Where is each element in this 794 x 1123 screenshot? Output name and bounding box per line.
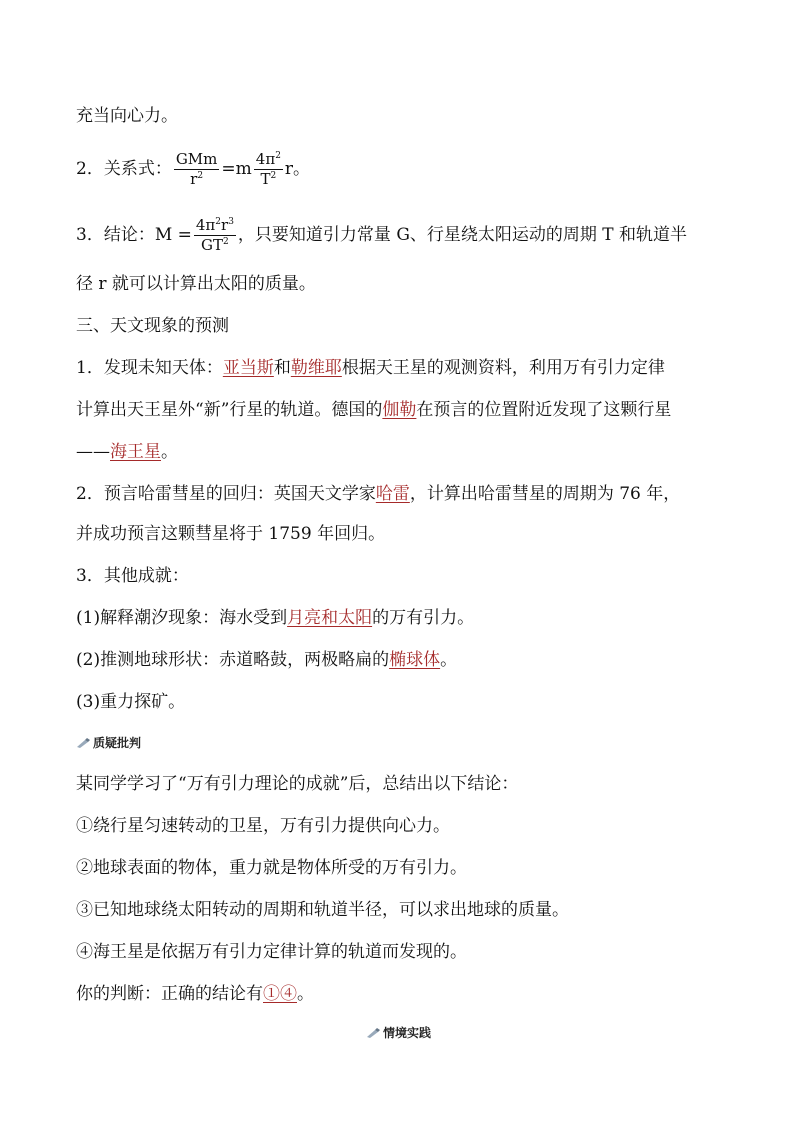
text: 2．关系式： — [76, 159, 172, 179]
num-text: 4π — [255, 150, 276, 168]
formula-line — [76, 152, 310, 187]
text-line — [76, 898, 569, 922]
text: 3．其他成就： — [76, 566, 189, 586]
text: r。 — [284, 159, 311, 179]
text: 充当向心力。 — [76, 106, 178, 126]
text: —— — [76, 442, 110, 462]
text-line — [76, 482, 680, 506]
pen-icon — [76, 738, 90, 748]
answer-blank: 椭球体 — [389, 650, 441, 670]
text-line — [76, 814, 450, 838]
text: ，计算出哈雷彗星的周期为 76 年， — [409, 484, 681, 504]
denominator — [194, 236, 236, 253]
exponent: 3 — [228, 217, 234, 227]
pen-icon — [366, 1028, 380, 1038]
text: (2)推测地球形状：赤道略鼓，两极略扁的 — [76, 650, 390, 670]
text: ，只要知道引力常量 G、行星绕太阳运动的周期 T 和轨道半 — [237, 225, 688, 245]
text: 和 — [273, 358, 291, 378]
denominator — [254, 170, 283, 187]
den-text: GT — [201, 236, 224, 254]
text: 你的判断：正确的结论有 — [76, 984, 263, 1004]
text: 在预言的位置附近发现了这颗行星 — [416, 400, 672, 420]
text-line — [76, 690, 185, 714]
exponent: 2 — [270, 171, 277, 181]
num-text: 4π — [195, 216, 216, 234]
text: 计算出天王星外“新”行星的轨道。德国的 — [76, 400, 383, 420]
text: 3．结论：M = — [76, 225, 192, 245]
text: (3)重力探矿。 — [76, 692, 186, 712]
text: 并成功预言这颗彗星将于 1759 年回归。 — [76, 524, 386, 544]
text-line — [76, 564, 189, 588]
text: m — [235, 159, 252, 179]
text-line — [76, 982, 314, 1006]
den-text: T — [260, 170, 271, 188]
text-line — [76, 856, 467, 880]
text: 根据天王星的观测资料，利用万有引力定律 — [341, 358, 665, 378]
section-heading — [76, 314, 229, 338]
tag-text: 情境实践 — [383, 1026, 432, 1040]
exponent: 2 — [223, 237, 229, 247]
answer-blank: 伽勒 — [382, 400, 417, 420]
answer-blank: 月亮和太阳 — [287, 608, 373, 628]
equals-sign: = — [221, 159, 236, 179]
text: 。 — [440, 650, 458, 670]
fraction — [194, 218, 236, 253]
text: (1)解释潮汐现象：海水受到 — [76, 608, 288, 628]
exponent: 2 — [215, 217, 222, 227]
den-text: r — [190, 170, 198, 188]
formula-line — [76, 218, 687, 253]
text-line — [76, 104, 178, 128]
text-line — [76, 356, 665, 380]
exponent: 2 — [275, 151, 281, 161]
num-text: r — [221, 216, 229, 234]
numerator — [254, 152, 283, 170]
text: ③已知地球绕太阳转动的周期和轨道半径，可以求出地球的质量。 — [76, 900, 569, 920]
answer-blank: 亚当斯 — [222, 358, 274, 378]
text-line — [76, 522, 385, 546]
text: 。 — [297, 984, 314, 1004]
text: 1．发现未知天体： — [76, 358, 223, 378]
text-line — [76, 272, 316, 296]
text: 2．预言哈雷彗星的回归：英国天文学家 — [76, 484, 376, 504]
text: ④海王星是依据万有引力定律计算的轨道而发现的。 — [76, 942, 467, 962]
answer-blank: ①④ — [263, 984, 297, 1004]
fraction — [254, 152, 283, 187]
text-line — [76, 398, 671, 422]
answer-blank: 哈雷 — [375, 484, 410, 504]
denominator — [174, 170, 220, 187]
numerator — [194, 218, 236, 236]
text: 径 r 就可以计算出太阳的质量。 — [76, 274, 316, 294]
numerator: GMm — [175, 150, 218, 168]
text-line — [76, 940, 467, 964]
exponent: 2 — [197, 171, 204, 181]
text: 某同学学习了“万有引力理论的成就”后，总结出以下结论： — [76, 774, 519, 794]
text-line — [76, 606, 474, 630]
tag-text: 质疑批判 — [93, 736, 142, 750]
section-tag — [76, 734, 141, 751]
answer-blank: 海王星 — [110, 442, 161, 462]
fraction — [174, 152, 220, 187]
text-line — [76, 440, 178, 464]
heading-text: 三、天文现象的预测 — [76, 316, 229, 336]
text: 的万有引力。 — [372, 608, 475, 628]
text: ①绕行星匀速转动的卫星，万有引力提供向心力。 — [76, 816, 450, 836]
text-line — [76, 648, 457, 672]
text: ②地球表面的物体，重力就是物体所受的万有引力。 — [76, 858, 467, 878]
section-tag — [366, 1024, 431, 1041]
text: 。 — [161, 442, 178, 462]
answer-blank: 勒维耶 — [290, 358, 342, 378]
text-line — [76, 772, 518, 796]
